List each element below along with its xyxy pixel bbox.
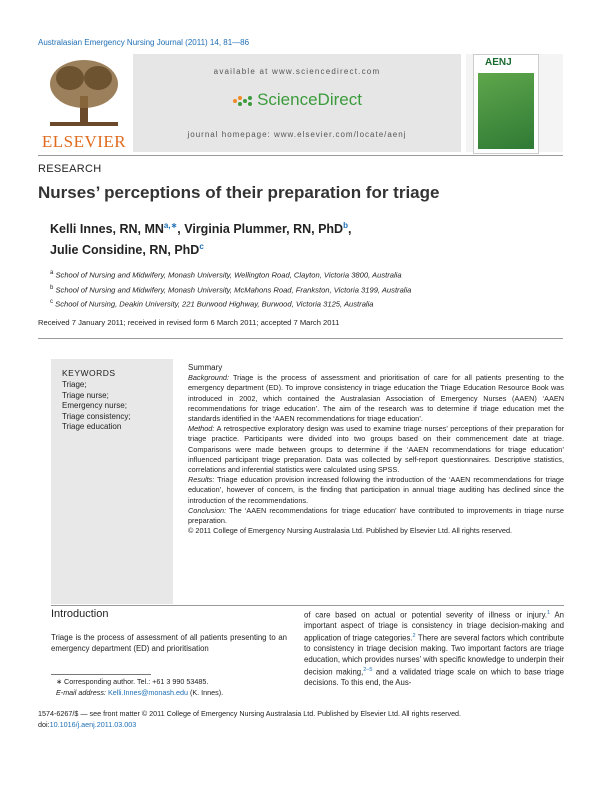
- email-link[interactable]: Kelli.Innes@monash.edu: [107, 687, 188, 697]
- keywords-heading: KEYWORDS: [62, 368, 116, 378]
- summary-method: Method: A retrospective exploratory design was used to examine triage nurses’ perceptions of their preparation for triage practice. Participants were divided into two groups based on their commencement date at triage. Comparisons were made between groups to determine if the ‘AAEN recommendations for triage education’ influenced participant triage preparation. Data was collected by self-report questionnaires. Descriptive statistics, correlations and inferential statistics were calculated using SPSS.: [188, 424, 565, 475]
- citation-link[interactable]: 2: [412, 633, 416, 640]
- author-name: Kelli Innes, RN, MN: [50, 222, 164, 237]
- article-dates: Received 7 January 2011; received in revised form 6 March 2011; accepted 7 March 2011: [38, 318, 340, 327]
- author-name: Julie Considine, RN, PhD: [50, 243, 200, 258]
- elsevier-tree-icon: [44, 56, 124, 128]
- divider: [38, 155, 563, 156]
- availability-text[interactable]: available at www.sciencedirect.com: [213, 67, 381, 76]
- journal-cover: [466, 54, 563, 152]
- affiliation-item: $^b$ School of Nursing and Midwifery, Monash University, McMahons Road, Frankston, Victoria 3199, Australia: [50, 284, 412, 295]
- summary-copyright: © 2011 College of Emergency Nursing Australasia Ltd. Published by Elsevier Ltd. All rights reserved.: [188, 526, 513, 536]
- summary-heading: Summary: [188, 363, 223, 372]
- footnote: ∗ Corresponding author. Tel.: +61 3 990 53485. E-mail address: Kelli.Innes@monash.edu (K. Innes).: [56, 677, 224, 697]
- affiliation-item: $^c$ School of Nursing, Deakin University, 221 Burwood Highway, Burwood, Victoria 3125, Australia: [50, 299, 374, 309]
- journal-homepage-text[interactable]: journal homepage: www.elsevier.com/locate/aenj: [187, 130, 407, 139]
- sciencedirect-banner: [133, 54, 461, 152]
- keyword-item: Triage;: [62, 380, 87, 389]
- affiliation-item: $^a$ School of Nursing and Midwifery, Monash University, Wellington Road, Clayton, Victoria 3800, Australia: [50, 270, 402, 280]
- author-affiliation-mark[interactable]: c: [199, 242, 204, 252]
- cover-title: AENJ: [485, 57, 512, 68]
- keywords-list: [62, 380, 131, 433]
- journal-reference[interactable]: Australasian Emergency Nursing Journal (2011) 14, 81—86: [38, 38, 250, 47]
- summary-results: Results: Triage education provision increased following the introduction of the ‘AAEN recommendations for triage education’, however of concern, is the finding that participation in annual triage auditing has declined since the introduction of the recommendations.: [188, 475, 564, 505]
- author-name: Virginia Plummer, RN, PhD: [184, 222, 344, 237]
- citation-link[interactable]: 1: [547, 610, 551, 616]
- keyword-item: Emergency nurse;: [62, 401, 127, 410]
- section-label: RESEARCH: [38, 163, 102, 175]
- doi-link[interactable]: 10.1016/j.aenj.2011.03.003: [49, 719, 137, 729]
- sciencedirect-logo[interactable]: [133, 90, 461, 110]
- keyword-item: Triage consistency;: [62, 411, 131, 421]
- introduction-continued: of care based on actual or potential severity of illness or injury.$^1$ An important aspect of triage is consistency in triage decision-making and application of triage categories.$^2$ There are several factors which contribute to consistency in triage decision making. Two important factors are triage education, which provides nurses’ with specific knowledge to underpin their decision making,$^{2-5}$ and a validated triage scale on which to base triage decisions. To this end, the Aus-: [304, 610, 564, 688]
- keyword-item: Triage education: [62, 422, 122, 431]
- divider: [38, 338, 563, 339]
- divider: [51, 605, 564, 606]
- corresponding-author: ∗ Corresponding author. Tel.: +61 3 990 53485.: [56, 677, 209, 686]
- issn-line: 1574-6267/$ — see front matter © 2011 College of Emergency Nursing Australasia Ltd. Published by Elsevier Ltd. All rights reserved.: [38, 709, 462, 718]
- introduction-text: Triage is the process of assessment of all patients presenting to an emergency department (ED) and prioritisation: [51, 633, 287, 653]
- elsevier-logo: [38, 54, 130, 152]
- publisher-name: ELSEVIER: [41, 132, 127, 151]
- summary-conclusion: Conclusion: The ‘AAEN recommendations for triage education’ have contributed to improvements in triage nurse preparation.: [188, 505, 564, 526]
- summary-background: Background: Triage is the process of assessment and prioritisation of care for all patients presenting to the emergency department (ED). To improve consistency in triage education the Triage Education Resource Book was introduced in 2002, which contained the Australasian Association of Emergency Nurses (AAEN) ‘AAEN recommendations for triage education’. The aim of the research was to determine if triage education met the standards identified in the ‘AAEN recommendations for triage education’.: [188, 373, 564, 424]
- author-affiliation-mark[interactable]: a,∗: [163, 221, 178, 230]
- article-title: Nurses’ perceptions of their preparation for triage: [38, 183, 440, 202]
- sciencedirect-dots-icon: [232, 94, 254, 108]
- keywords-box: [51, 359, 173, 604]
- front-matter-footer: 1574-6267/$ — see front matter © 2011 College of Emergency Nursing Australasia Ltd. Published by Elsevier Ltd. All rights reserved. doi:10.1016/j.aenj.2011.03.003: [38, 709, 462, 729]
- abstract: [188, 363, 564, 536]
- keyword-item: Triage nurse;: [62, 390, 109, 400]
- author-affiliation-mark[interactable]: b: [343, 221, 348, 230]
- citation-link[interactable]: 2–5: [363, 667, 373, 674]
- footnote-divider: [51, 674, 151, 675]
- sciencedirect-label: ScienceDirect: [257, 90, 362, 109]
- affiliations: [50, 267, 411, 311]
- author-list: Kelli Innes, RN, $MN^{a,∗}$, Virginia Plummer, RN, PhD$^b$, Julie Considine, RN, PhD$^c$: [50, 221, 352, 258]
- introduction-heading: Introduction: [51, 608, 109, 620]
- cover-image: [478, 73, 534, 149]
